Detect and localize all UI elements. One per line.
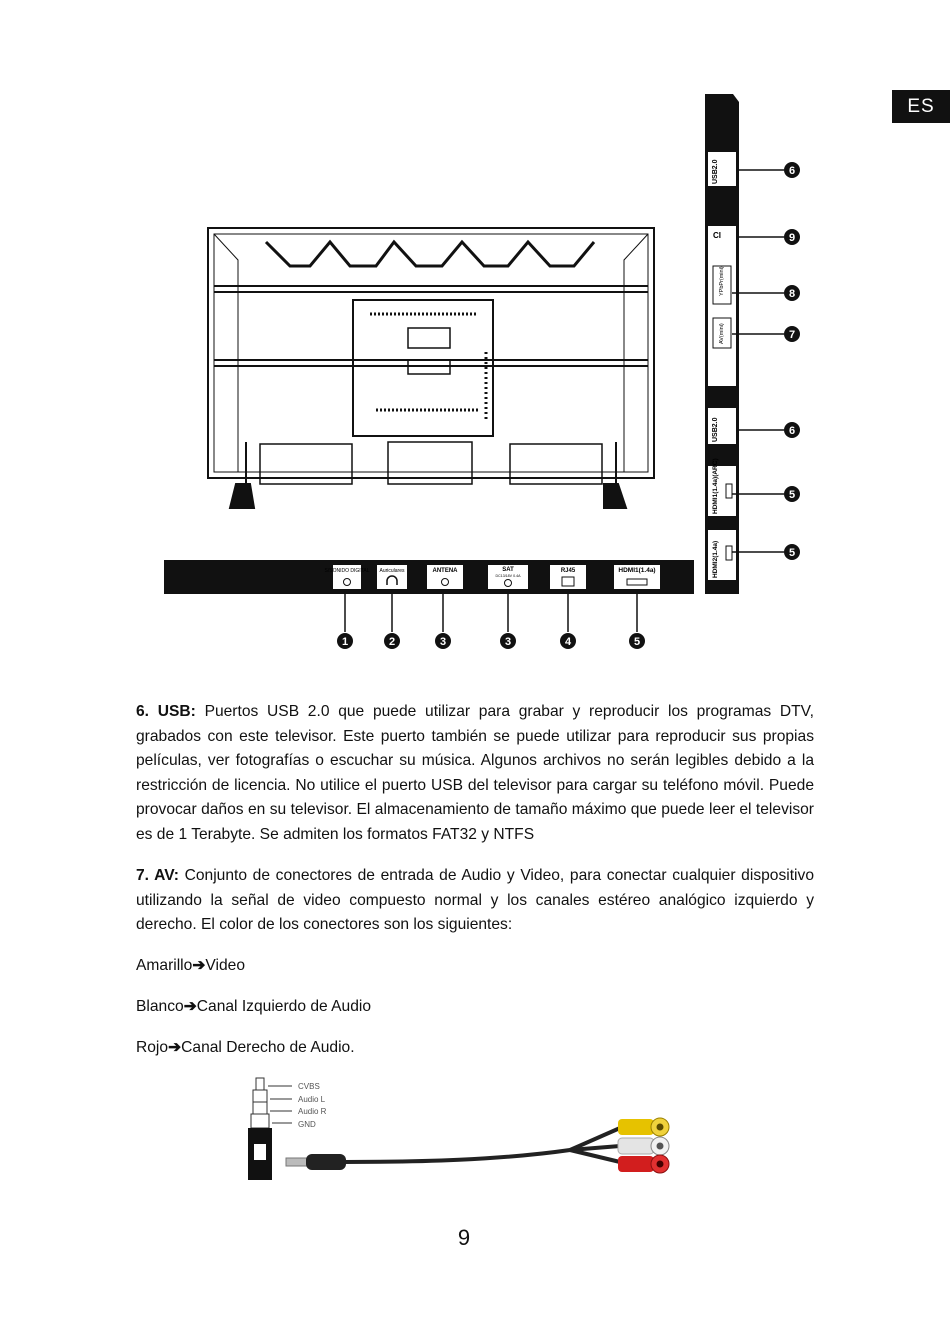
side-leader-lines (732, 170, 784, 552)
section-av (136, 864, 814, 938)
jack-label-cvbs: CVBS (298, 1082, 320, 1091)
label-digital-audio: S/SONIDO DIGITAL (324, 568, 370, 574)
label-sat-sub: DC13/18V 0.4A (495, 574, 521, 578)
svg-text:6: 6 (788, 165, 796, 177)
label-rj45: RJ45 (560, 568, 576, 574)
svg-text:5: 5 (788, 489, 796, 501)
section-av-text: Conjunto de conectores de entrada de Audio y Video, para conectar cualquier dispositivo utilizando la señal de video compuesto normal y los canales estéreo analógico izquierdo y derecho. El color de los conectores son los siguientes: (136, 867, 814, 934)
svg-text:3: 3 (439, 636, 447, 648)
label-ci: CI (713, 231, 721, 240)
section-usb (136, 700, 814, 848)
section-av-label: 7. AV: (136, 867, 179, 884)
svg-text:5: 5 (788, 547, 796, 559)
svg-text:4: 4 (564, 636, 572, 648)
av-cable-illustration (240, 1072, 700, 1188)
tv-back-illustration (208, 228, 654, 508)
jack-label-gnd: GND (298, 1120, 316, 1129)
label-antenna: ANTENA (432, 568, 458, 574)
section-usb-label: 6. USB: (136, 703, 196, 720)
svg-text:2: 2 (388, 636, 396, 648)
color-yellow-line: Amarillo➔Video (136, 957, 246, 974)
jack-label-audio-r: Audio R (298, 1107, 327, 1116)
page-number: 9 (457, 1225, 471, 1250)
svg-text:3: 3 (504, 636, 512, 648)
color-white-line: Blanco➔Canal Izquierdo de Audio (136, 998, 372, 1015)
label-usb-bottom: USB2.0 (712, 417, 719, 442)
svg-text:1: 1 (341, 636, 349, 648)
label-ypbpr: YPbPr(mini) (719, 266, 725, 296)
svg-text:7: 7 (788, 329, 796, 341)
label-sat: SAT (502, 567, 514, 573)
svg-text:6: 6 (788, 425, 796, 437)
side-callout-numbers (784, 162, 800, 560)
cable-photo (286, 1118, 669, 1173)
svg-text:5: 5 (633, 636, 641, 648)
label-av: AV(mini) (719, 323, 725, 344)
tv-connections-diagram (150, 90, 830, 660)
label-usb-top: USB2.0 (712, 159, 719, 184)
bottom-callout-numbers (337, 633, 645, 649)
label-hdmi1-arc: HDMI1(1.4a)(ARC) (712, 458, 719, 514)
svg-text:8: 8 (788, 288, 796, 300)
language-tab: ES (892, 90, 950, 123)
bottom-leader-lines (345, 594, 637, 632)
label-headphones: Auriculares (379, 568, 405, 574)
label-hdmi2: HDMI2(1.4a) (712, 540, 719, 578)
svg-text:9: 9 (788, 232, 796, 244)
jack-label-audio-l: Audio L (298, 1095, 326, 1104)
label-hdmi1: HDMI1(1.4a) (618, 567, 656, 574)
section-usb-text: Puertos USB 2.0 que puede utilizar para grabar y reproducir los programas DTV, grabados con este televisor. Este puerto también se puede utilizar para reproducir sus propias películas, ver fotografías o escuchar su música. Algunos archivos no serán legibles debido a la restricción de licencia. No utilice el puerto USB del televisor para cargar su teléfono móvil. Puede provocar daños en su televisor. El almacenamiento de tamaño máximo que puede leer el televisor es de 1 Terabyte. Se admiten los formatos FAT32 y NTFS (136, 703, 814, 843)
color-red-line: Rojo➔Canal Derecho de Audio. (136, 1039, 355, 1056)
